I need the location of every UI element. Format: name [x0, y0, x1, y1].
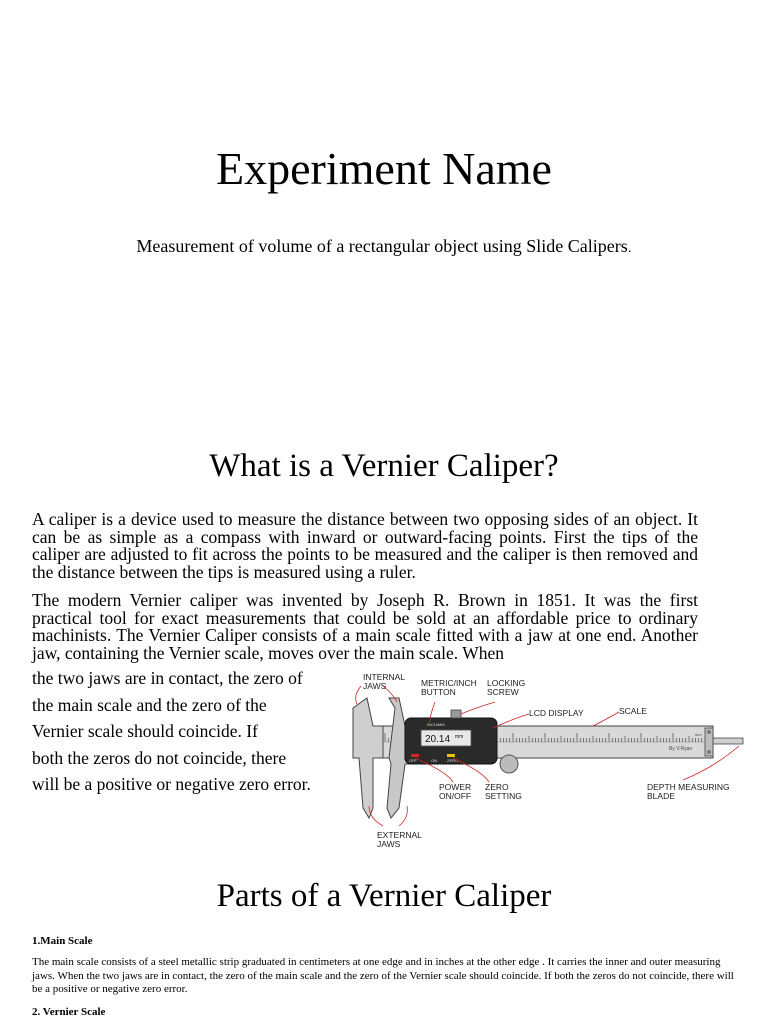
- lcd-unit: mm: [455, 734, 464, 740]
- paragraph-main-scale: The main scale consists of a steel metallic strip graduated in centimeters at one edge and in inches at the other edge . It carries the inner and outer measuring jaws. When the two jaws are in contact, the zero of the main scale and the zero of the Vernier scale should coincide. If both the zeros do not coincide, there will be a positive or negative zero error.: [32, 956, 734, 995]
- subtitle-period: .: [627, 239, 632, 255]
- page-title: Experiment Name: [216, 143, 552, 194]
- on-label: ON: [431, 758, 437, 763]
- off-button: [411, 754, 419, 757]
- label-lcd-display: LCD DISPLAY: [529, 708, 584, 718]
- text-line: the two jaws are in contact, the zero of: [32, 668, 303, 688]
- label-zero-setting: ZERO SETTING: [485, 782, 522, 801]
- thumb-wheel: [500, 755, 518, 773]
- label-metric-inch: METRIC/INCH BUTTON: [421, 678, 477, 697]
- label-locking-screw: LOCKING SCREW: [487, 678, 526, 697]
- rivet: [707, 750, 711, 754]
- text-line: will be a positive or negative zero error.: [32, 774, 311, 794]
- subtitle-text: Measurement of volume of a rectangular object using Slide Calipers: [136, 236, 628, 256]
- vernier-caliper-diagram: [343, 668, 763, 852]
- rivet: [707, 730, 711, 734]
- label-internal-jaws: INTERNAL JAWS: [363, 672, 406, 691]
- locking-screw: [451, 710, 461, 718]
- fixed-jaw: [353, 698, 383, 818]
- experiment-subtitle: [0, 234, 768, 259]
- label-external-jaws: EXTERNAL JAWS: [377, 830, 422, 849]
- text-line: the main scale and the zero of the: [32, 694, 267, 715]
- label-scale: SCALE: [619, 706, 647, 716]
- label-depth-blade: DEPTH MEASURING BLADE: [647, 782, 730, 801]
- lcd-value: 20.14: [425, 734, 451, 745]
- paragraph-zero-error: [32, 665, 352, 798]
- paragraph-vernier-history: The modern Vernier caliper was invented by Joseph R. Brown in 1851. It was the first practical tool for exact measurements that could be sold at an affordable price to ordinary machinists. The Vernier Caliper consists of a main scale fitted with a jaw at one end. Another jaw, containing the Vernier scale, moves over the main scale. When: [32, 590, 698, 663]
- section-heading-vernier: What is a Vernier Caliper?: [209, 448, 559, 484]
- subheading-main-scale: 1.Main Scale: [32, 935, 93, 947]
- section-heading-parts: Parts of a Vernier Caliper: [216, 878, 552, 914]
- paragraph-caliper-definition: A caliper is a device used to measure the distance between two opposing sides of an object. It can be as simple as a compass with inward or outward-facing points. First the tips of the caliper are adjusted to fit across the points to be measured and the caliper is then removed and the distance between the tips is measured using a ruler.: [32, 509, 698, 582]
- off-label: OFF: [409, 758, 417, 763]
- zero-button: [447, 754, 455, 757]
- text-line: both the zeros do not coincide, there: [32, 747, 287, 768]
- scale-unit-label: mm: [695, 732, 702, 737]
- label-power: POWER ON/OFF: [439, 782, 472, 801]
- depth-blade: [713, 738, 743, 744]
- lcd-top-label: INCH/MM: [427, 722, 445, 727]
- subheading-vernier-scale: 2. Vernier Scale: [32, 1006, 106, 1018]
- zero-label: ZERO: [447, 758, 459, 763]
- text-line: Vernier scale should coincide. If: [32, 721, 258, 741]
- credit-text: By V.Ryan: [669, 746, 693, 752]
